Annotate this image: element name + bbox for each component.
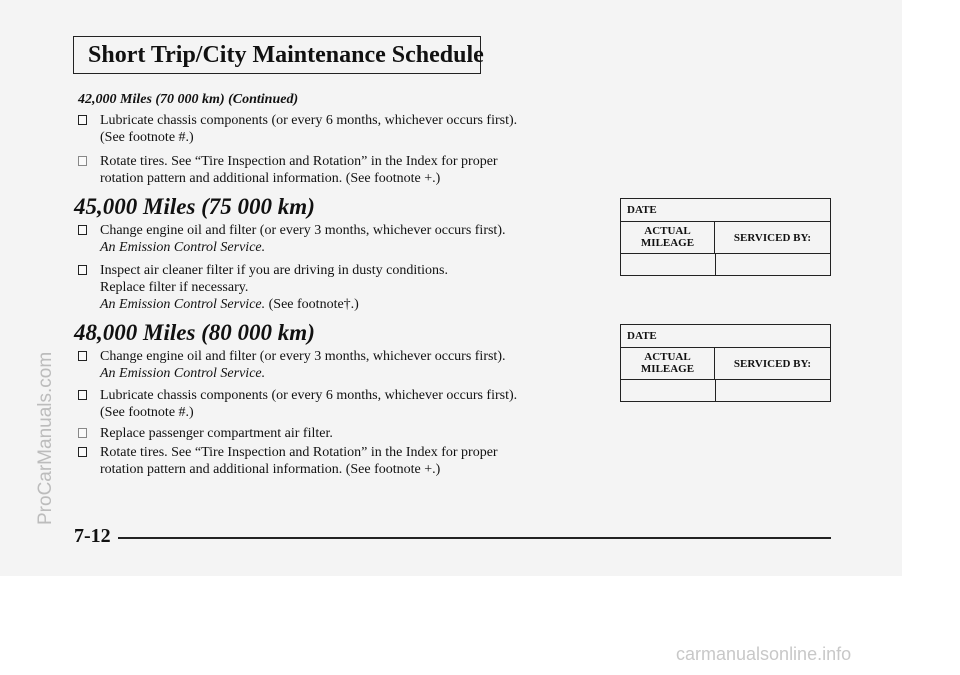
checkbox[interactable]	[78, 265, 87, 275]
continued-heading: 42,000 Miles (70 000 km) (Continued)	[78, 92, 299, 107]
serviced-by-entry-cell[interactable]	[716, 380, 830, 401]
checkbox[interactable]	[78, 428, 87, 438]
side-watermark: ProCarManuals.com	[35, 351, 56, 525]
checkbox[interactable]	[78, 390, 87, 400]
serviced-by-entry-cell[interactable]	[716, 254, 830, 275]
schedule-title: Short Trip/City Maintenance Schedule	[88, 42, 484, 68]
checkbox[interactable]	[78, 115, 87, 125]
checkbox[interactable]	[78, 225, 87, 235]
mileage-entry-cell[interactable]	[621, 380, 716, 401]
mileage-entry-cell[interactable]	[621, 254, 716, 275]
footer-rule	[118, 537, 831, 539]
checkbox[interactable]	[78, 447, 87, 457]
section-heading-45000: 45,000 Miles (75 000 km)	[74, 194, 315, 219]
actual-mileage-label: ACTUAL MILEAGE	[621, 222, 715, 253]
date-label: DATE	[627, 204, 657, 216]
service-record-table	[620, 198, 831, 276]
serviced-by-label: SERVICED BY:	[733, 231, 812, 244]
site-watermark: carmanualsonline.info	[676, 644, 852, 664]
page-number: 7-12	[74, 525, 111, 547]
serviced-by-label: SERVICED BY:	[733, 357, 812, 370]
date-label: DATE	[627, 330, 657, 342]
checkbox[interactable]	[78, 351, 87, 361]
service-record-table	[620, 324, 831, 402]
checkbox[interactable]	[78, 156, 87, 166]
section-heading-48000: 48,000 Miles (80 000 km)	[74, 320, 315, 345]
manual-page: Short Trip/City Maintenance Schedule 42,000 Miles (70 000 km) (Continued) Lubricate chassis components (or every 6 months, whichever occurs first). (See footnote #.) Rotate tires. See “Tire Inspection and Rotation” in the Index for proper rotation pattern and additional information. (See footnote +.) 45,000 Miles (75 000 km) Change engine oil and filter (or every 3 months, whichever occurs first). An Emission Control Service. Inspect air cleaner filter if you are driving in dusty conditions. Replace filter if necessary. An Emission Control Service. (See footnote†.) 48,000 Miles (80 000 km) Change engine oil and filter (or every 3 months, whichever occurs first). An Emission Control Service. Lubricate chassis components (or every 6 months, whichever occurs first). (See footnote #.) Replace passenger compartment air filter. Rotate tires. See “Tire Inspection and Rotation” in the Index for proper rotation pattern and additional information. (See footnote +.) DATE ACTUAL MILEAGE SERVICED BY: DATE ACTUAL MILEAGE SERVICED BY: 7-12	[0, 0, 902, 576]
actual-mileage-label: ACTUAL MILEAGE	[621, 348, 715, 379]
